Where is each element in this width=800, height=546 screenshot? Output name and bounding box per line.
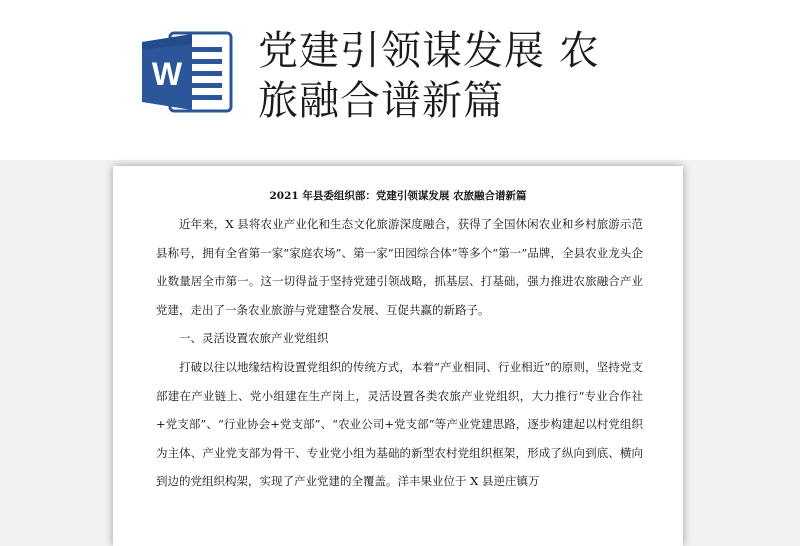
page-title-line2: 旅融合谱新篇 <box>258 78 504 124</box>
word-document-icon <box>140 30 234 114</box>
page-title-line1: 党建引领谋发展 农 <box>258 28 600 74</box>
page-title <box>258 26 678 126</box>
banner-header <box>0 0 800 160</box>
document-page <box>113 166 683 546</box>
section-heading: 一、灵活设置农旅产业党组织 <box>179 331 329 346</box>
word-icon-letter: W <box>151 56 183 92</box>
document-body <box>156 210 643 496</box>
paragraph: 打破以往以地缘结构设置党组织的传统方式，本着“产业相同、行业相近”的原则，坚持党支部建在产业链上、党小组建在生产岗上，灵活设置各类农旅产业党组织，大力推行“专业合作社+党支部”、“行业协会+党支部”、“农业公司+党支部”等产业党建思路，逐步构建起以村党组织为主体、产业党支部为骨干、专业党小组为基础的新型农村党组织框架，形成了纵向到底、横向到边的党组织构架，实现了产业党建的全覆盖。洋丰果业位于 X 县逆庄镇万 <box>156 359 643 489</box>
document-title: 2021 年县委组织部：党建引领谋发展 农旅融合谱新篇 <box>269 190 527 202</box>
paragraph: 近年来，X 县将农业产业化和生态文化旅游深度融合，获得了全国休闲农业和乡村旅游示范县称号，拥有全省第一家“家庭农场”、第一家“田园综合体”等多个“第一”品牌，全县农业龙头企业数量居全市第一。这一切得益于坚持党建引领战略，抓基层、打基础，强力推进农旅融合产业党建，走出了一条农业旅游与党建整合发展、互促共赢的新路子。 <box>156 217 643 317</box>
